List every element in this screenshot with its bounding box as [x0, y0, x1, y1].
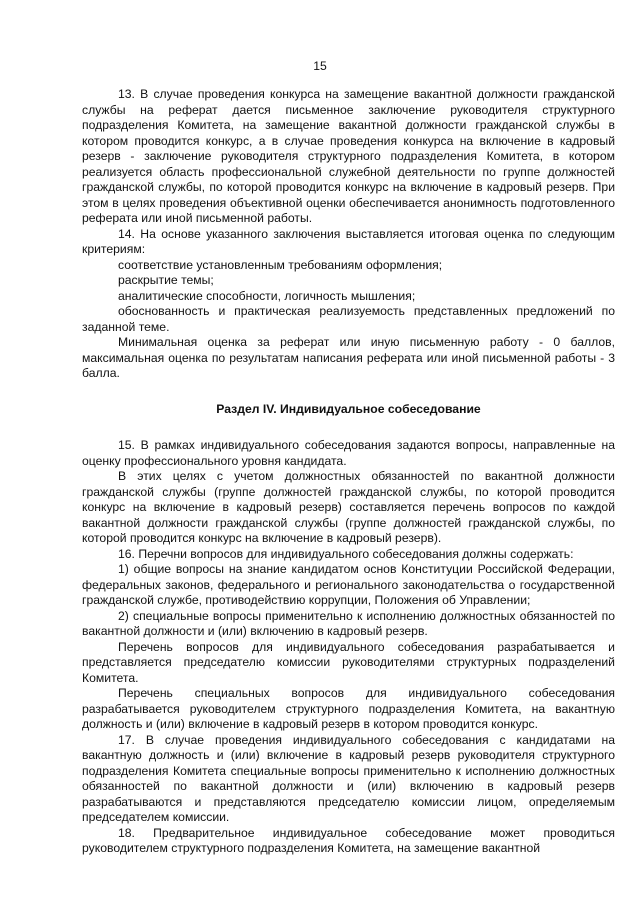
paragraph-15: 15. В рамках индивидуального собеседования задаются вопросы, направленные на оценку профессионального уровня кандидата.	[82, 438, 615, 468]
document-body	[82, 87, 615, 857]
criterion-practicality: обоснованность и практическая реализуемость представленных предложений по заданной теме.	[82, 304, 615, 334]
section-heading: Раздел IV. Индивидуальное собеседование	[216, 401, 481, 416]
page-number: 15	[313, 59, 327, 73]
paragraph-questions-list: В этих целях с учетом должностных обязанностей по вакантной должности гражданской службы (группе должностей гражданской службы, по которой проводится конкурс на включение в кадровый резерв) составляется перечень вопросов по каждой вакантной должности гражданской службы (группе должностей гражданской службы, по которой проводится конкурс на включение в кадровый резерв).	[82, 469, 615, 545]
criterion-analytical-skills: аналитические способности, логичность мышления;	[118, 288, 416, 303]
criterion-formatting: соответствие установленным требованиям оформления;	[118, 257, 443, 272]
paragraph-16: 16. Перечни вопросов для индивидуального собеседования должны содержать:	[118, 546, 574, 561]
list-item-general-questions: 1) общие вопросы на знание кандидатом основ Конституции Российской Федерации, федеральных законов, федерального и регионального законодательства о государственной гражданской службе, противодействию коррупции, Положения об Управлении;	[82, 562, 615, 607]
paragraph-13: 13. В случае проведения конкурса на замещение вакантной должности гражданской службы на реферат дается письменное заключение руководителя структурного подразделения Комитета, на замещение вакантной должности гражданской службы в котором проводится конкурс, а в случае проведения конкурса на включение в кадровый резерв - заключение руководителя структурного подразделения Комитета, в котором реализуется область профессиональной служебной деятельности по группе должностей гражданской службы, по которой проводится конкурс на включение в кадровый резерв. При этом в целях проведения объективной оценки обеспечивается анонимность подготовленного реферата или иной письменной работы.	[82, 87, 615, 225]
paragraph-score-range: Минимальная оценка за реферат или иную письменную работу - 0 баллов, максимальная оценка по результатам написания реферата или иной письменной работы - 3 балла.	[82, 335, 615, 380]
paragraph-14: 14. На основе указанного заключения выставляется итоговая оценка по следующим критериям:	[82, 226, 615, 256]
paragraph-17: 17. В случае проведения индивидуального собеседования с кандидатами на вакантную должность и (или) включение в кадровый резерв руководителя структурного подразделения Комитета специальные вопросы применительно к исполнению должностных обязанностей по вакантной должности и (или) включению в кадровый резерв разрабатываются и представляются председателю комиссии лицом, определяемым председателем комиссии.	[82, 732, 615, 824]
paragraph-18: 18. Предварительное индивидуальное собеседование может проводиться руководителем структурного подразделения Комитета, на замещение вакантной	[82, 825, 615, 855]
paragraph-special-questions-developed: Перечень специальных вопросов для индивидуального собеседования разрабатывается руководителем структурного подразделения Комитета, на вакантную должность и (или) включение в кадровый резерв в котором проводится конкурс.	[82, 686, 615, 731]
criterion-topic-coverage: раскрытие темы;	[118, 273, 214, 287]
paragraph-questions-developed: Перечень вопросов для индивидуального собеседования разрабатывается и представляется председателю комиссии руководителями структурных подразделений Комитета.	[82, 639, 615, 685]
list-item-special-questions: 2) специальные вопросы применительно к исполнению должностных обязанностей по вакантной должности и (или) включению в кадровый резерв.	[82, 608, 615, 638]
